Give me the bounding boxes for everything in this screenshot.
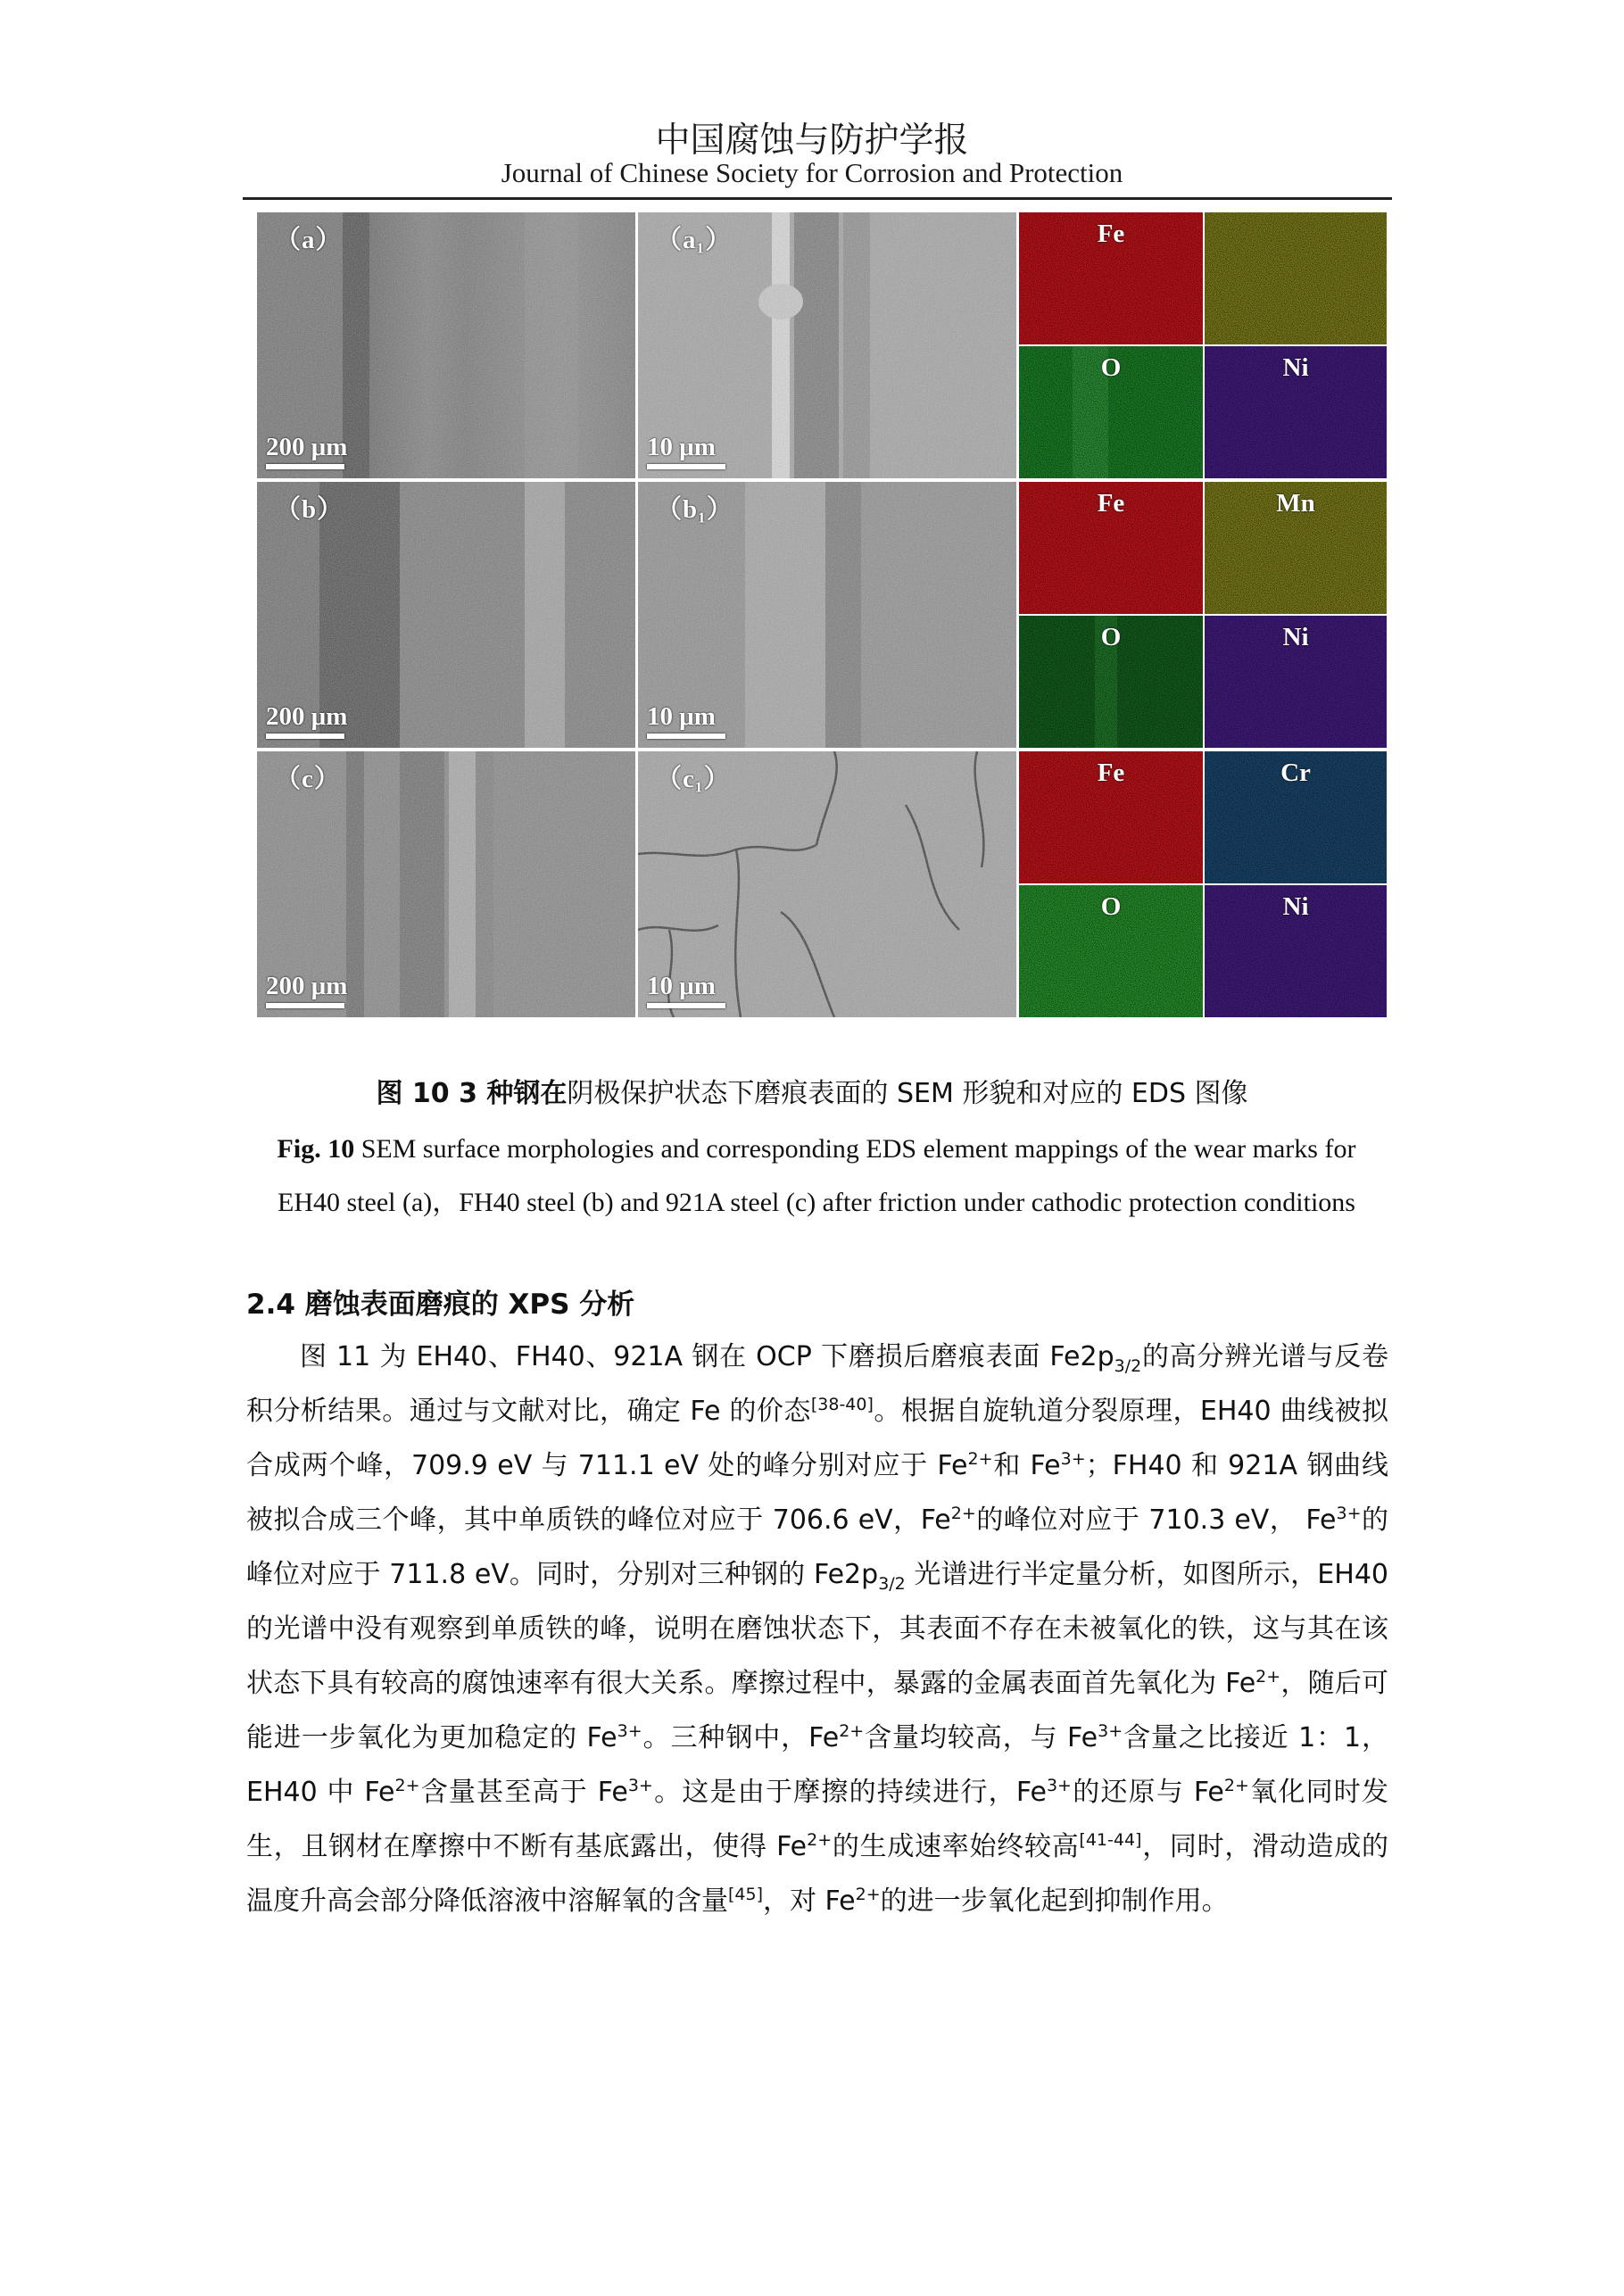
eds-map-a-el2 bbox=[1205, 212, 1387, 344]
panel-label-a: （a） bbox=[275, 226, 343, 254]
body-paragraph: 图 11 为 EH40、FH40、921A 钢在 OCP 下磨损后磨痕表面 $Fe2p_{3/2}$的高分辨光谱与反卷积分析结果。通过与文献对比，确定 Fe 的价态[38-40]。根据自旋轨道分裂原理，EH40 曲线被拟合成两个峰，709.9 eV 与 711.1 eV 处的峰分别对应于 $Fe^{2+}$和 $Fe^{3+}$；FH40 和 921A 钢曲线被拟合成三个峰，其中单质铁的峰位对应于 706.6 eV，$Fe^{2+}$的峰位对应于 710.3 eV， $Fe^{3+}$的峰位对应于 711.8 eV。同时，分别对三种钢的 $Fe2p_{3/2}$ 光谱进行半定量分析，如图所示，EH40 的光谱中没有观察到单质铁的峰，说明在磨蚀状态下，其表面不存在未被氧化的铁，这与其在该状态下具有较高的腐蚀速率有很大关系。摩擦过程中，暴露的金属表面首先氧化为 $Fe^{2+}$，随后可能进一步氧化为更加稳定的 $Fe^{3+}$。三种钢中，$Fe^{2+}$含量均较高，与 $Fe^{3+}$含量之比接近 1：1，EH40 中 $Fe^{2+}$含量甚至高于 $Fe^{3+}$。这是由于摩擦的持续进行，$Fe^{3+}$的还原与 $Fe^{2+}$氧化同时发生，且钢材在摩擦中不断有基底露出，使得 $Fe^{2+}$的生成速率始终较高[41-44]，同时，滑动造成的温度升高会部分降低溶液中溶解氧的含量[45]，对 $Fe^{2+}$的进一步氧化起到抑制作用。 bbox=[246, 1341, 1389, 1917]
journal-title-cn: 中国腐蚀与防护学报 bbox=[655, 120, 969, 161]
journal-title-en: Journal of Chinese Society for Corrosion and Protection bbox=[501, 157, 1123, 188]
panel-label-b: （b） bbox=[275, 495, 344, 524]
sem-image-a1 bbox=[638, 212, 1016, 478]
figure-10 bbox=[257, 212, 1387, 1017]
eds-map-b-ni: Ni bbox=[1205, 616, 1387, 748]
eds-map-c-cr: Cr bbox=[1205, 751, 1387, 883]
section-heading: 2.4 磨蚀表面磨痕的 XPS 分析 bbox=[246, 1289, 635, 1321]
eds-map-b-o: O bbox=[1019, 616, 1203, 748]
panel-label-b1: （b₁） bbox=[656, 495, 733, 524]
scale-bar-b: 200 μm bbox=[266, 702, 347, 739]
scale-bar-a: 200 μm bbox=[266, 433, 347, 469]
panel-label-a1: （a₁） bbox=[656, 226, 733, 254]
scale-bar-c: 200 μm bbox=[266, 972, 347, 1008]
sem-image-c bbox=[257, 751, 635, 1017]
sem-image-b bbox=[257, 482, 635, 748]
panel-label-c: （c） bbox=[275, 765, 341, 793]
eds-map-a-ni: Ni bbox=[1205, 346, 1387, 478]
eds-map-c-fe: Fe bbox=[1019, 751, 1203, 883]
sem-image-a bbox=[257, 212, 635, 478]
eds-map-c-ni: Ni bbox=[1205, 885, 1387, 1017]
eds-map-c-o: O bbox=[1019, 885, 1203, 1017]
figure-caption-cn: 图 10 3 种钢在阴极保护状态下磨痕表面的 SEM 形貌和对应的 EDS 图像 bbox=[376, 1078, 1248, 1109]
eds-map-b-mn: Mn bbox=[1205, 482, 1387, 614]
figure-caption-en: Fig. 10 SEM surface morphologies and corresponding EDS element mappings of the wear marks for EH40 steel (a)，FH40 steel (b) and 921A steel (c) after friction under cathodic protection conditions bbox=[277, 1134, 1356, 1217]
eds-map-b-fe: Fe bbox=[1019, 482, 1203, 614]
scale-bar-a1: 10 μm bbox=[647, 433, 725, 469]
sem-image-b1 bbox=[638, 482, 1016, 748]
eds-map-a-o: O bbox=[1019, 346, 1203, 478]
eds-map-a-fe: Fe bbox=[1019, 212, 1203, 344]
sem-image-c1 bbox=[638, 751, 1016, 1017]
scale-bar-b1: 10 μm bbox=[647, 702, 725, 739]
panel-label-c1: （c₁） bbox=[656, 765, 731, 793]
scale-bar-c1: 10 μm bbox=[647, 972, 725, 1008]
header-rule bbox=[243, 197, 1392, 200]
